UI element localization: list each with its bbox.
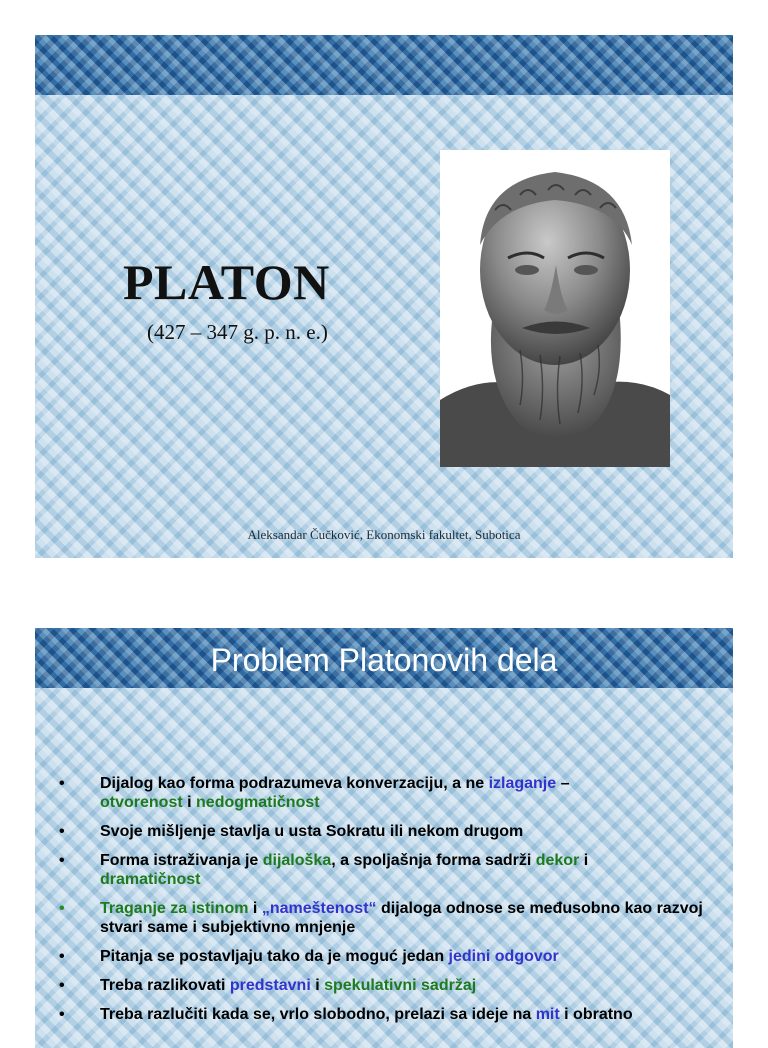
list-item bbox=[55, 851, 727, 889]
bullet-icon: • bbox=[59, 852, 65, 869]
bullet-icon: • bbox=[59, 823, 65, 840]
item-text: i bbox=[182, 794, 197, 811]
item-text: Dijalog kao forma podrazumeva konverzaciju, a ne bbox=[100, 775, 489, 792]
bullet-icon: • bbox=[59, 1006, 65, 1023]
highlight-blue: mit bbox=[535, 1006, 560, 1023]
item-text: i bbox=[248, 900, 262, 917]
list-item bbox=[55, 899, 727, 937]
list-item bbox=[55, 947, 727, 966]
highlight-green: otvorenost bbox=[100, 794, 183, 811]
slide-title: PLATON bbox=[123, 254, 330, 310]
highlight-blue: predstavni bbox=[229, 977, 311, 994]
list-item bbox=[55, 1005, 727, 1024]
item-text: i obratno bbox=[559, 1006, 633, 1023]
bullet-icon: • bbox=[59, 977, 65, 994]
item-text: Treba razlučiti kada se, vrlo slobodno, prelazi sa ideje na bbox=[100, 1006, 536, 1023]
item-text: i bbox=[310, 977, 325, 994]
item-text: Treba razlikovati bbox=[100, 977, 230, 994]
plato-bust-image bbox=[440, 150, 670, 467]
bullet-icon: • bbox=[59, 900, 65, 917]
list-item bbox=[55, 822, 727, 841]
highlight-green: Traganje za istinom bbox=[100, 900, 249, 917]
item-text: i bbox=[579, 852, 589, 869]
item-text: Svoje mišljenje stavlja u usta Sokratu ili nekom drugom bbox=[100, 823, 524, 840]
bullet-icon: • bbox=[59, 775, 65, 792]
bullet-icon: • bbox=[59, 948, 65, 965]
list-item bbox=[55, 774, 727, 812]
item-text: Pitanja se postavljaju tako da je moguć jedan bbox=[100, 948, 449, 965]
author-credit: Aleksandar Čučković, Ekonomski fakultet, Subotica bbox=[247, 527, 521, 542]
item-text: Forma istraživanja je bbox=[100, 852, 263, 869]
bullet-list bbox=[55, 774, 727, 1034]
list-item bbox=[55, 976, 727, 995]
highlight-blue: izlaganje bbox=[488, 775, 557, 792]
highlight-blue: „nameštenost“ bbox=[261, 900, 377, 917]
lifespan-dates: (427 – 347 g. p. n. e.) bbox=[147, 320, 328, 344]
content-slide bbox=[35, 628, 733, 1048]
plato-bust-illustration bbox=[440, 150, 670, 467]
item-text: dijaloga odnose se međusobno kao razvoj stvari same i subjektivno mnjenje bbox=[100, 900, 703, 936]
item-text: – bbox=[556, 775, 570, 792]
highlight-green: dijaloška bbox=[262, 852, 332, 869]
title-slide bbox=[35, 35, 733, 558]
item-text: , a spoljašnja forma sadrži bbox=[331, 852, 536, 869]
highlight-blue: jedini odgovor bbox=[448, 948, 559, 965]
highlight-green: nedogmatičnost bbox=[196, 794, 320, 811]
highlight-green: dramatičnost bbox=[100, 871, 201, 888]
highlight-green: dekor bbox=[535, 852, 580, 869]
slide-title: Problem Platonovih dela bbox=[210, 642, 558, 678]
decorative-header-band bbox=[35, 35, 733, 95]
highlight-green: spekulativni sadržaj bbox=[324, 977, 477, 994]
